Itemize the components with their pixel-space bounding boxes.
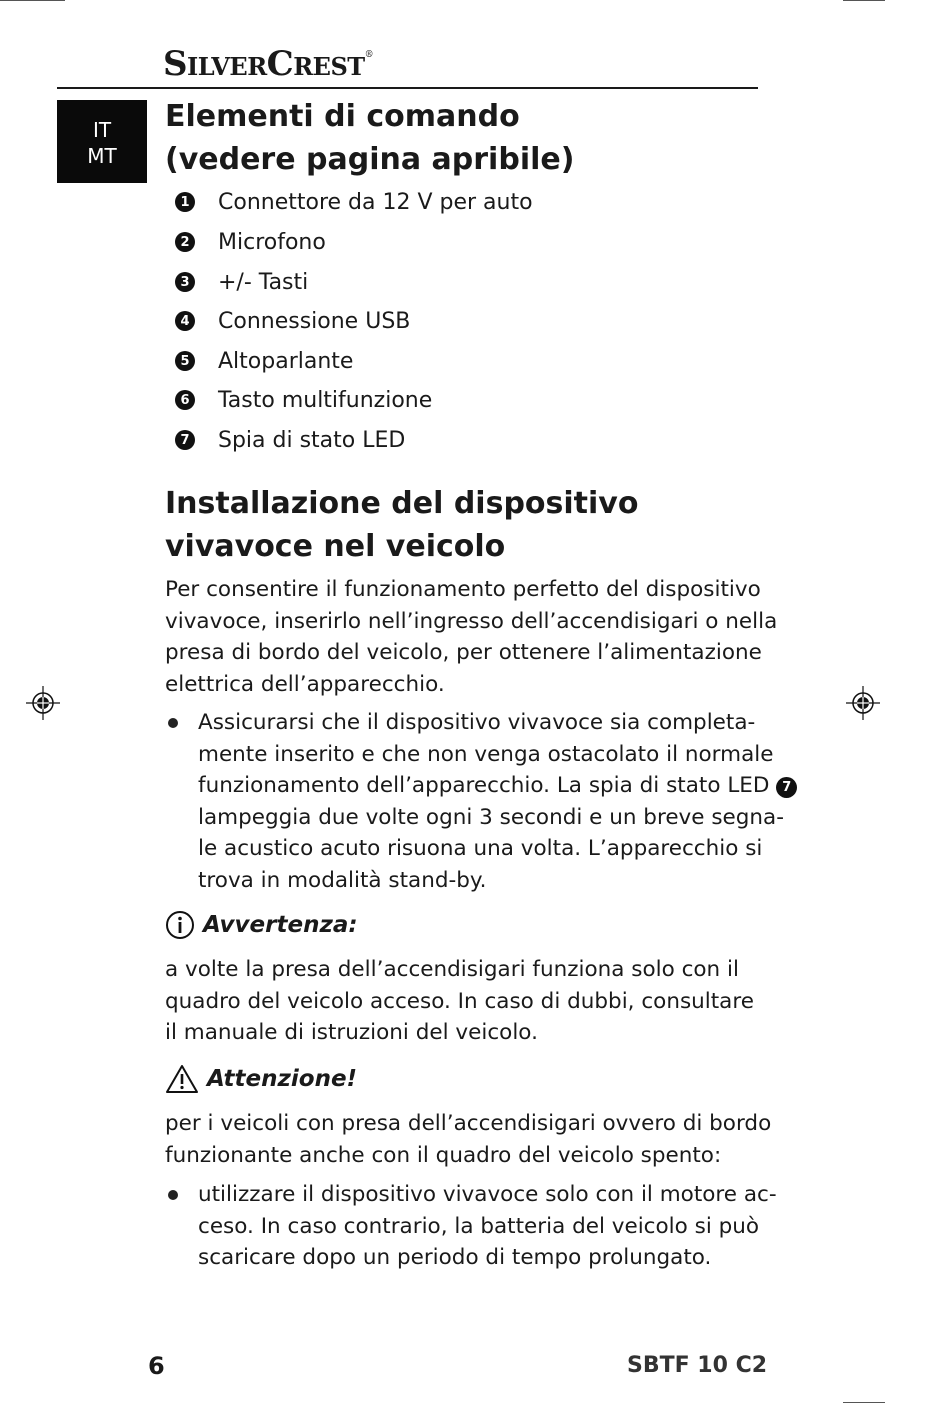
number-badge: 7: [175, 430, 195, 450]
language-code: IT: [92, 118, 112, 142]
text-line: Assicurarsi che il dispositivo vivavoce sia completa-: [198, 710, 756, 735]
bullet-paragraph: [198, 707, 797, 896]
page-number: 6: [148, 1352, 165, 1380]
item-label: Altoparlante: [218, 348, 354, 374]
brand-logo: [163, 44, 373, 84]
item-label: +/- Tasti: [218, 269, 309, 295]
item-label: Connettore da 12 V per auto: [218, 189, 533, 215]
list-item: [175, 385, 432, 415]
header-rule: [57, 87, 758, 89]
text-segment: funzionamento dell’apparecchio. La spia di stato LED: [198, 773, 770, 798]
caution-paragraph: [165, 1108, 771, 1171]
registration-mark-icon: [26, 686, 60, 720]
text-line: funzionante anche con il quadro del veicolo spento:: [165, 1142, 722, 1168]
text-line: vivavoce, inserirlo nell’ingresso dell’accendisigari o nella: [165, 608, 778, 634]
bullet-paragraph: [198, 1179, 777, 1274]
number-badge: 7: [776, 777, 797, 798]
number-badge: 4: [175, 311, 195, 331]
note-title: Avvertenza:: [203, 912, 358, 938]
model-number: SBTF 10 C2: [627, 1353, 768, 1378]
section-heading: [165, 482, 638, 568]
number-badge: 1: [175, 192, 195, 212]
info-icon: [165, 910, 195, 940]
text-line: ceso. In caso contrario, la batteria del veicolo si può: [198, 1213, 760, 1239]
crop-mark: [0, 0, 65, 1]
crop-mark: [843, 0, 885, 1]
text-line: presa di bordo del veicolo, per ottenere l’alimentazione: [165, 640, 762, 665]
heading-line: Elementi di comando: [165, 99, 520, 134]
item-label: Tasto multifunzione: [218, 387, 433, 413]
list-item: [175, 267, 308, 297]
list-item: [175, 227, 326, 257]
language-code: MT: [87, 144, 117, 168]
heading-line: (vedere pagina apribile): [165, 142, 575, 177]
number-badge: 3: [175, 272, 195, 292]
crop-mark: [843, 1402, 885, 1403]
text-line: elettrica dell’apparecchio.: [165, 671, 445, 697]
list-item: [175, 425, 405, 455]
text-line: per i veicoli con presa dell’accendisigari ovvero di bordo: [165, 1111, 772, 1136]
text-line: Per consentire il funzionamento perfetto del dispositivo: [165, 577, 761, 602]
note-paragraph: [165, 954, 754, 1049]
registration-mark-icon: [846, 686, 880, 720]
intro-paragraph: [165, 574, 777, 700]
section-heading: [165, 95, 574, 181]
text-line: [198, 770, 797, 802]
registered-mark: ®: [364, 50, 374, 60]
number-badge: 5: [175, 351, 195, 371]
list-item: [175, 306, 410, 336]
number-badge: 6: [175, 390, 195, 410]
list-item: [175, 187, 533, 217]
text-line: a volte la presa dell’accendisigari funziona solo con il: [165, 957, 739, 982]
text-line: lampeggia due volte ogni 3 secondi e un breve segna-: [198, 804, 784, 830]
text-line: quadro del veicolo acceso. In caso di dubbi, consultare: [165, 988, 754, 1014]
item-label: Microfono: [218, 229, 326, 255]
heading-line: Installazione del dispositivo: [165, 486, 639, 521]
text-line: mente inserito e che non venga ostacolato il normale: [198, 741, 774, 767]
text-line: le acustico acuto risuona una volta. L’apparecchio si: [198, 836, 763, 861]
bullet-icon: [168, 1190, 178, 1200]
item-label: Connessione USB: [218, 308, 411, 334]
number-badge: 2: [175, 232, 195, 252]
list-item: [175, 346, 353, 376]
brand-name: SilverCrest: [163, 44, 365, 84]
note-header: [165, 910, 358, 940]
caution-title: Attenzione!: [207, 1066, 358, 1092]
text-line: il manuale di istruzioni del veicolo.: [165, 1020, 538, 1045]
caution-header: [165, 1064, 357, 1094]
text-line: utilizzare il dispositivo vivavoce solo con il motore ac-: [198, 1182, 777, 1207]
text-line: trova in modalità stand-by.: [198, 867, 487, 893]
heading-line: vivavoce nel veicolo: [165, 529, 506, 564]
text-line: scaricare dopo un periodo di tempo prolungato.: [198, 1245, 712, 1270]
bullet-icon: [168, 718, 178, 728]
item-label: Spia di stato LED: [218, 427, 406, 453]
language-tab: [57, 100, 147, 183]
warning-triangle-icon: [165, 1064, 199, 1094]
